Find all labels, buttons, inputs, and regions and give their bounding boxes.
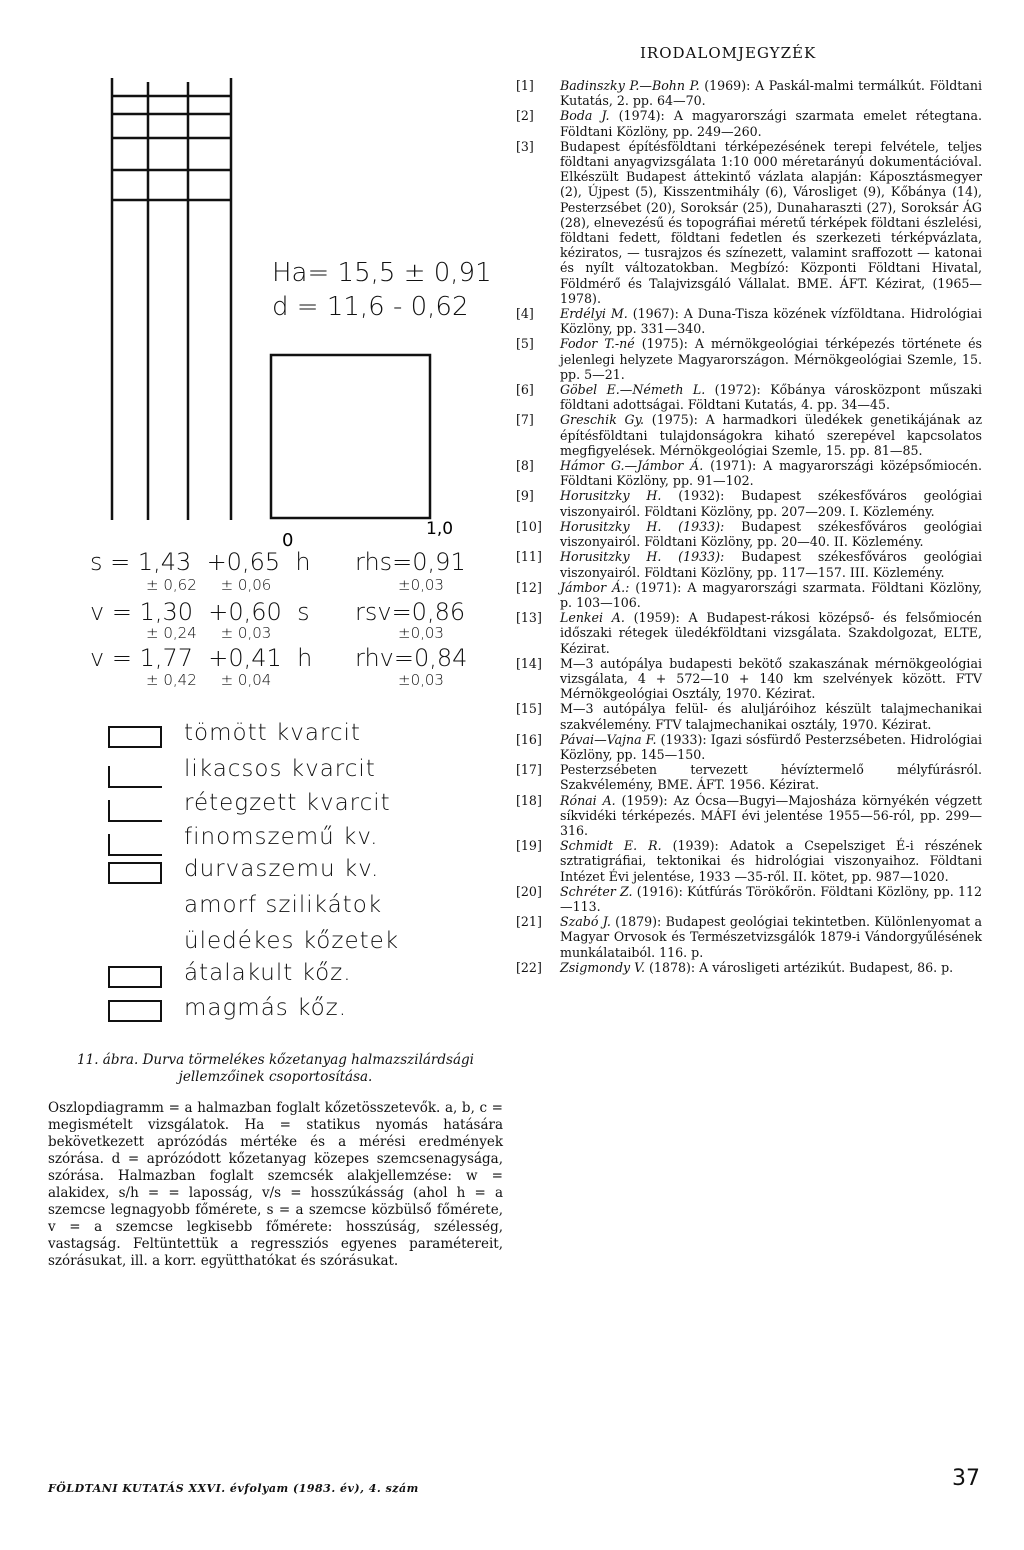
reference-author: Greschik Gy. [560, 412, 645, 428]
legend-item: finomszemű kv. [184, 824, 379, 850]
reference-item [516, 960, 982, 975]
reference-body: (1971): A magyarországi középsőmiocén. Földtani Közlöny, pp. 91—102. [560, 458, 982, 489]
caption-title: 11. ábra. Durva törmelékes kőzetanyag halmazszilárdsági jellemzőinek csoportosítása. [77, 1052, 474, 1085]
reference-author: Zsigmondy V. [560, 959, 646, 975]
reference-text [560, 519, 982, 549]
reference-number: [12] [516, 579, 542, 595]
reference-author: Erdélyi M. [560, 306, 628, 322]
reference-text [560, 884, 982, 914]
reference-text [560, 914, 982, 960]
reference-body: (1975): A harmadkori üledékek genetikájának az építésföldtani tulajdonságokra kiható szerepével kapcsolatos megfigyelések. Mérnökgeológiai Szemle, 15. pp. 81—85. [560, 412, 982, 458]
corr-hs: rhs=0,91 [355, 548, 466, 576]
reference-number: [17] [516, 762, 542, 778]
reference-item [516, 549, 982, 579]
regression-s-error: ± 0,62 ± 0,06 [146, 576, 272, 594]
legend-item: magmás kőz. [184, 995, 348, 1021]
reference-body: Budapest székesfőváros geológiai viszonyairól. Földtani Közlöny, pp. 20—40. II. Közlemény. [560, 518, 982, 550]
reference-author: Szabó J. [560, 914, 611, 930]
reference-number: [1] [516, 78, 534, 93]
corr-hs-error: ±0,03 [398, 576, 444, 594]
regression-v2-error: ± 0,42 ± 0,04 [146, 671, 272, 689]
journal-footer: FÖLDTANI KUTATÁS XXVI. évfolyam (1983. év), 4. szám [48, 1482, 419, 1495]
ratio-plot-box [271, 355, 430, 518]
reference-item [516, 610, 982, 656]
reference-number: [14] [516, 655, 542, 671]
reference-author: Horusitzky H. (1933): [560, 518, 725, 534]
reference-item [516, 580, 982, 610]
reference-item [516, 108, 982, 138]
reference-body: Budapest építésföldtani térképezésének terepi felvétele, teljes földtani anyagvizsgálata 1:10 000 méretarányú dokumentációval. Elkészült Budapest áttekintő vázlata alapján: Káposztásmegyer (2), Újpest (5), Kisszentmihály (6), Városliget (9), Kőbánya (14), Pesterzsébet (20), Soroksár (25), Dunaharaszti (27), Soroksár ÁG (28), elnevezésű és topográfiai méretű térképek földtani észlelési, földtani fedett, földtani fedetlen és szerkezeti térképvázlata, kéziratos, — tusrajzos és színezett, valamint sraffozott — katonai és nyílt változatokban. Megbízó: Központi Földtani Hivatal, Földmérő és Talajvizsgáló Vállalat. BME. ÁFT. Kézirat, (1965—1978). [560, 138, 982, 306]
corr-sv: rsv=0,86 [355, 598, 466, 626]
reference-number: [6] [516, 382, 534, 398]
reference-item [516, 732, 982, 762]
regression-s: s = 1,43 +0,65 h [90, 548, 311, 576]
legend-swatch [108, 766, 162, 788]
reference-item [516, 838, 982, 884]
reference-body: (1971): A magyarországi szarmata. Földtani Közlöny, p. 103—106. [560, 579, 982, 610]
reference-number: [7] [516, 412, 534, 428]
d-value: d = 11,6 - 0,62 [272, 292, 469, 322]
reference-text [560, 336, 982, 382]
reference-text [560, 139, 982, 306]
reference-number: [15] [516, 701, 542, 717]
reference-number: [8] [516, 458, 534, 474]
reference-text [560, 382, 982, 412]
corr-sv-error: ±0,03 [398, 624, 444, 642]
reference-body: M—3 autópálya felül- és aluljáróihoz készült talajmechanikai szakvélemény. FTV talajmechanikai osztály, 1970. Kézirat. [560, 701, 982, 732]
reference-text [560, 762, 982, 792]
column-diagram [112, 78, 231, 520]
reference-author: Schréter Z. [560, 883, 633, 899]
reference-body: (1959): A Budapest-rákosi középső- és felsőmiocén időszaki rétegek üledékföldtani vizsgálata. Szakdolgozat, ELTE, Kézirat. [560, 610, 982, 656]
legend-swatch [108, 834, 162, 856]
reference-text [560, 488, 982, 518]
ha-value: Ha= 15,5 ± 0,91 [272, 258, 492, 288]
legend-item: átalakult kőz. [184, 960, 352, 986]
reference-author: Fodor T.-né [560, 336, 635, 352]
reference-author: Horusitzky H. [560, 488, 662, 504]
reference-body: (1975): A mérnökgeológiai térképezés története és jelenlegi helyzete Magyarországon. Mérnökgeológiai Szemle, 15. pp. 5—21. [560, 336, 982, 382]
reference-item [516, 78, 982, 108]
legend-swatch [108, 800, 162, 822]
reference-item [516, 382, 982, 412]
legend-item: rétegzett kvarcit [184, 790, 391, 816]
reference-text [560, 458, 982, 488]
reference-text [560, 78, 982, 108]
legend-item: amorf szilikátok [184, 892, 383, 918]
reference-number: [18] [516, 792, 542, 808]
reference-author: Pávai—Vajna F. [560, 731, 657, 747]
legend-item: üledékes kőzetek [184, 928, 400, 954]
reference-number: [19] [516, 838, 542, 854]
reference-body: Budapest székesfőváros geológiai viszonyairól. Földtani Közlöny, pp. 117—157. III. Közlemény. [560, 549, 982, 580]
reference-author: Jámbor Á.: [560, 579, 630, 595]
reference-body: Pesterzsébeten tervezett hévíztermelő mélyfúrásról. Szakvélemény, BME. ÁFT. 1956. Kézirat. [560, 762, 982, 793]
legend-item: likacsos kvarcit [184, 756, 376, 782]
reference-item [516, 336, 982, 382]
reference-text [560, 838, 982, 884]
reference-body: (1974): A magyarországi szarmata emelet rétegtana. Földtani Közlöny, pp. 249—260. [560, 108, 982, 139]
reference-text [560, 108, 982, 138]
reference-item [516, 701, 982, 731]
reference-author: Boda J. [560, 108, 610, 124]
reference-item [516, 458, 982, 488]
reference-item [516, 519, 982, 549]
legend-swatch [108, 966, 162, 988]
reference-author: Rónai A. [560, 792, 616, 808]
legend-swatch [108, 726, 162, 748]
reference-body: (1972): Kőbánya városközpont műszaki földtani adottságai. Földtani Kutatás, 4. pp. 34—45. [560, 382, 982, 413]
reference-body: (1939): Adatok a Csepelsziget É-i részének sztratigráfiai, tektonikai és hidrológiai viszonyaihoz. Földtani Intézet Évi jelentése, 1933 —35-ről. II. kötet, pp. 987—1020. [560, 838, 983, 884]
reference-body: (1933): Igazi sósfürdő Pesterzsébeten. Hidrológiai Közlöny, pp. 145—150. [560, 731, 982, 762]
reference-author: Göbel E.—Németh L. [560, 382, 706, 398]
reference-item [516, 306, 982, 336]
reference-item [516, 793, 982, 839]
reference-text [560, 610, 982, 656]
reference-body: M—3 autópálya budapesti bekötő szakaszának mérnökgeológiai vizsgálata, 4 + 572—10 + 140 km szelvények között. FTV Mérnökgeológiai Osztály, 1970. Kézirat. [560, 655, 982, 702]
reference-body: (1878): A városligeti artézikút. Budapest, 86. p. [645, 959, 954, 975]
regression-v1: v = 1,30 +0,60 s [90, 598, 310, 626]
reference-author: Horusitzky H. (1933): [560, 549, 725, 565]
axis-zero-label: 0 [282, 530, 294, 551]
reference-author: Lenkei A. [560, 610, 625, 626]
reference-text [560, 793, 982, 839]
reference-text [560, 412, 982, 458]
reference-author: Hámor G.—Jámbor Á. [560, 458, 704, 474]
figure-caption [48, 1052, 503, 1270]
reference-item [516, 139, 982, 306]
reference-text [560, 549, 982, 579]
reference-item [516, 762, 982, 792]
reference-body: (1967): A Duna-Tisza közének vízföldtana. Hidrológiai Közlöny, pp. 331—340. [560, 306, 982, 337]
reference-text [560, 656, 982, 702]
caption-body: Oszlopdiagramm = a halmazban foglalt kőzetösszetevők. a, b, c = megismételt vizsgálatok. Ha = statikus nyomás hatására bekövetkezett aprózódás mértéke és a mérési eredmények szórása. d = aprózódott kőzetanyag közepes szemcsenagysága, szórása. Halmazban foglalt szemcsék alakjellemzése: w = alakidex, s/h = = laposság, v/s = hosszúkásság (ahol h = a szemcse legnagyobb főmérete, s = a szemcse közbülső főmérete, v = a szemcse legkisebb főmérete: hosszúság, szélesség, vastagság. Feltüntettük a regressziós egyenes paramétereit, szórásukat, ill. a korr. együtthatókat és szórásukat. [48, 1100, 503, 1269]
reference-text [560, 701, 982, 731]
reference-list [516, 78, 982, 975]
reference-number: [2] [516, 108, 534, 124]
reference-number: [3] [516, 138, 534, 154]
reference-number: [22] [516, 959, 542, 975]
regression-v2: v = 1,77 +0,41 h [90, 644, 313, 672]
reference-number: [5] [516, 336, 534, 352]
reference-number: [13] [516, 610, 542, 626]
reference-body: (1969): A Paskál-malmi termálkút. Földtani Kutatás, 2. pp. 64—70. [560, 78, 982, 109]
reference-number: [11] [516, 549, 542, 565]
reference-number: [4] [516, 306, 534, 322]
reference-item [516, 914, 982, 960]
reference-number: [9] [516, 488, 534, 504]
reference-text [560, 732, 982, 762]
reference-text [560, 960, 982, 975]
regression-v1-error: ± 0,24 ± 0,03 [146, 624, 272, 642]
page-number: 37 [952, 1466, 980, 1491]
reference-number: [21] [516, 914, 542, 930]
reference-item [516, 488, 982, 518]
reference-number: [16] [516, 731, 542, 747]
legend-swatch [108, 1000, 162, 1022]
reference-number: [20] [516, 883, 542, 899]
reference-number: [10] [516, 518, 542, 534]
legend-item: tömött kvarcit [184, 720, 361, 746]
reference-body: (1932): Budapest székesfőváros geológiai viszonyairól. Földtani Közlöny, pp. 207—209. I. Közlemény. [560, 488, 982, 519]
reference-author: Badinszky P.—Bohn P. [560, 78, 700, 93]
reference-body: (1916): Kútfúrás Törökőrön. Földtani Közlöny, pp. 112—113. [560, 883, 982, 914]
reference-item [516, 884, 982, 914]
section-header: IRODALOMJEGYZÉK [640, 44, 817, 62]
legend-swatch [108, 862, 162, 884]
axis-one-label: 1,0 [426, 519, 454, 539]
reference-body: (1879): Budapest geológiai tekintetben. Különlenyomat a Magyar Orvosok és Természetvizsgálók 1879-i Vándorgyűlésének munkálataiból. 116. p. [560, 914, 982, 960]
reference-body: (1959): Az Ócsa—Bugyi—Majosháza környékén végzett síkvidéki térképezés. MÁFI évi jelentése 1955—56-ról, pp. 299—316. [560, 792, 982, 838]
legend-item: durvaszemu kv. [184, 856, 380, 882]
reference-item [516, 656, 982, 702]
reference-text [560, 306, 982, 336]
corr-hv: rhv=0,84 [355, 644, 468, 672]
reference-author: Schmidt E. R. [560, 838, 662, 854]
reference-item [516, 412, 982, 458]
corr-hv-error: ±0,03 [398, 671, 444, 689]
reference-text [560, 580, 982, 610]
